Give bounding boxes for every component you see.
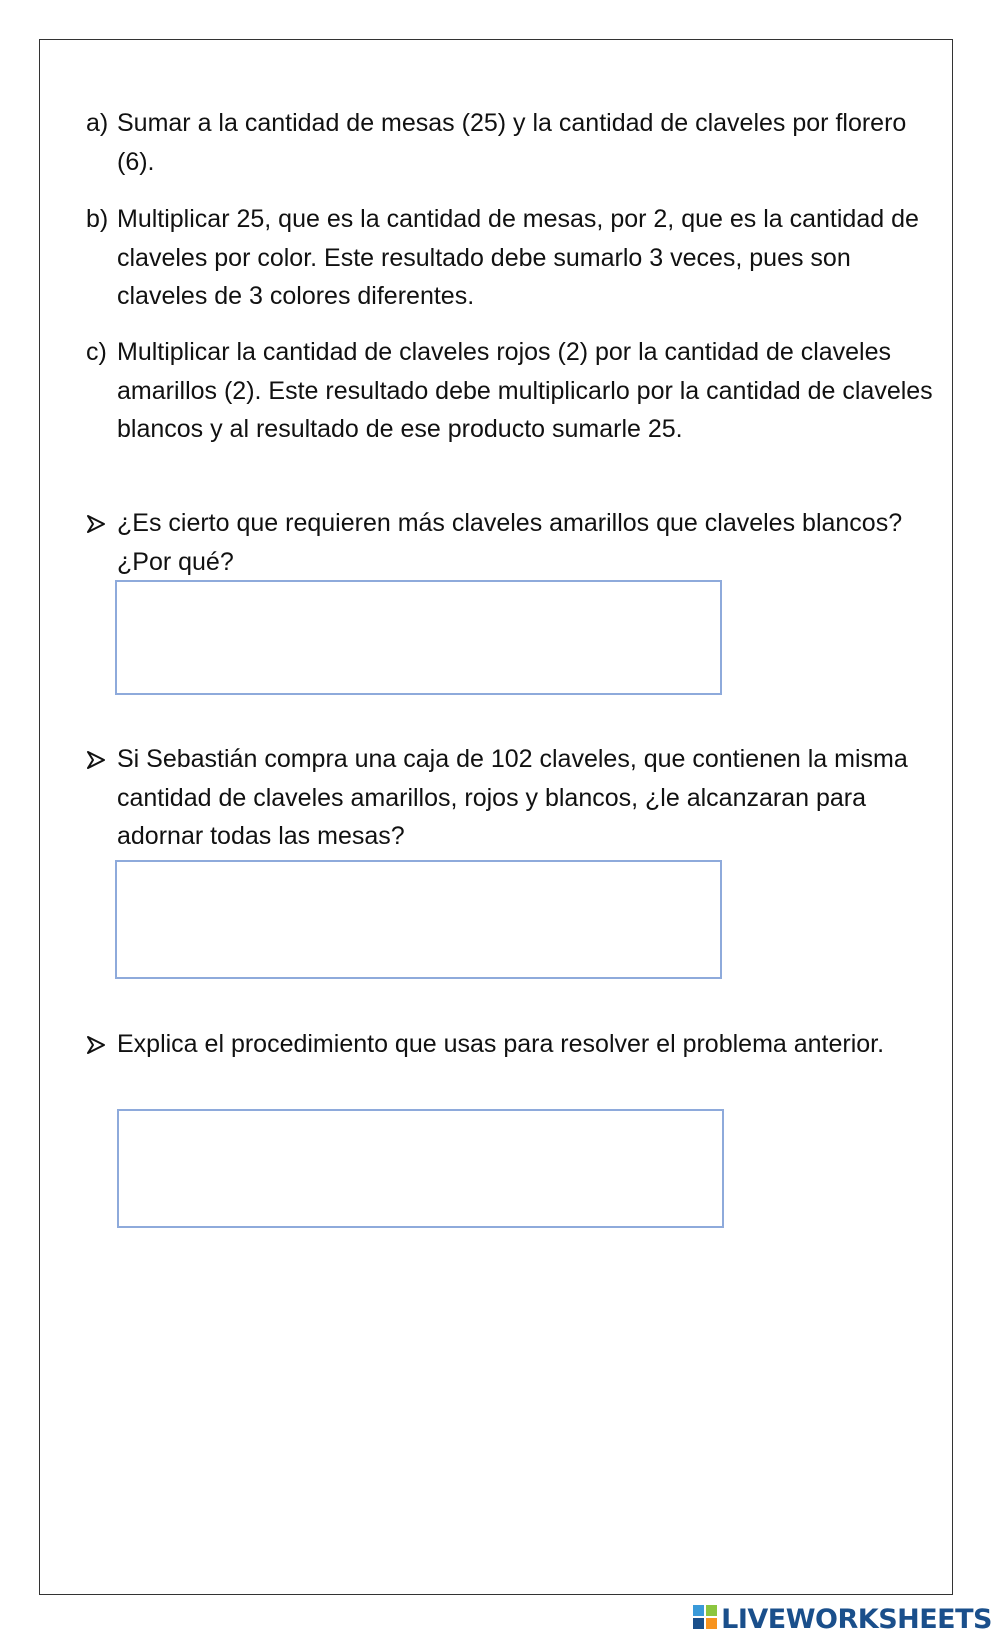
option-c-text: Multiplicar la cantidad de claveles rojos (2) por la cantidad de claveles amarillos (2). Este resultado debe multiplicarlo por la cantidad de claveles blancos y al resultado de ese producto sumarle 25. (117, 338, 933, 443)
option-b (86, 200, 946, 316)
question-2 (86, 740, 946, 856)
answer-box-1[interactable] (115, 580, 722, 695)
question-1-text: ¿Es cierto que requieren más claveles amarillos que claveles blancos? ¿Por qué? (117, 509, 903, 576)
liveworksheets-logo-icon (693, 1605, 717, 1634)
arrow-bullet-icon (86, 504, 116, 534)
brand-name: LIVEWORKSHEETS (721, 1603, 992, 1635)
option-a-text: Sumar a la cantidad de mesas (25) y la cantidad de claveles por florero (6). (117, 109, 907, 176)
answer-box-3[interactable] (117, 1109, 724, 1228)
brand-footer (693, 1599, 992, 1639)
question-1 (86, 504, 946, 581)
question-2-text: Si Sebastián compra una caja de 102 claveles, que contienen la misma cantidad de claveles amarillos, rojos y blancos, ¿le alcanzaran para adornar todas las mesas? (117, 745, 908, 850)
option-c-marker: c) (86, 338, 107, 366)
option-a-marker: a) (86, 109, 109, 137)
arrow-bullet-icon (86, 740, 116, 770)
question-3 (86, 1025, 946, 1064)
option-b-text: Multiplicar 25, que es la cantidad de mesas, por 2, que es la cantidad de claveles por color. Este resultado debe sumarlo 3 veces, pues son claveles de 3 colores diferentes. (117, 205, 919, 310)
answer-box-2[interactable] (115, 860, 722, 979)
question-3-text: Explica el procedimiento que usas para resolver el problema anterior. (117, 1030, 885, 1058)
arrow-bullet-icon (86, 1025, 116, 1055)
option-b-marker: b) (86, 205, 109, 233)
option-a (86, 104, 946, 181)
option-c (86, 333, 946, 449)
